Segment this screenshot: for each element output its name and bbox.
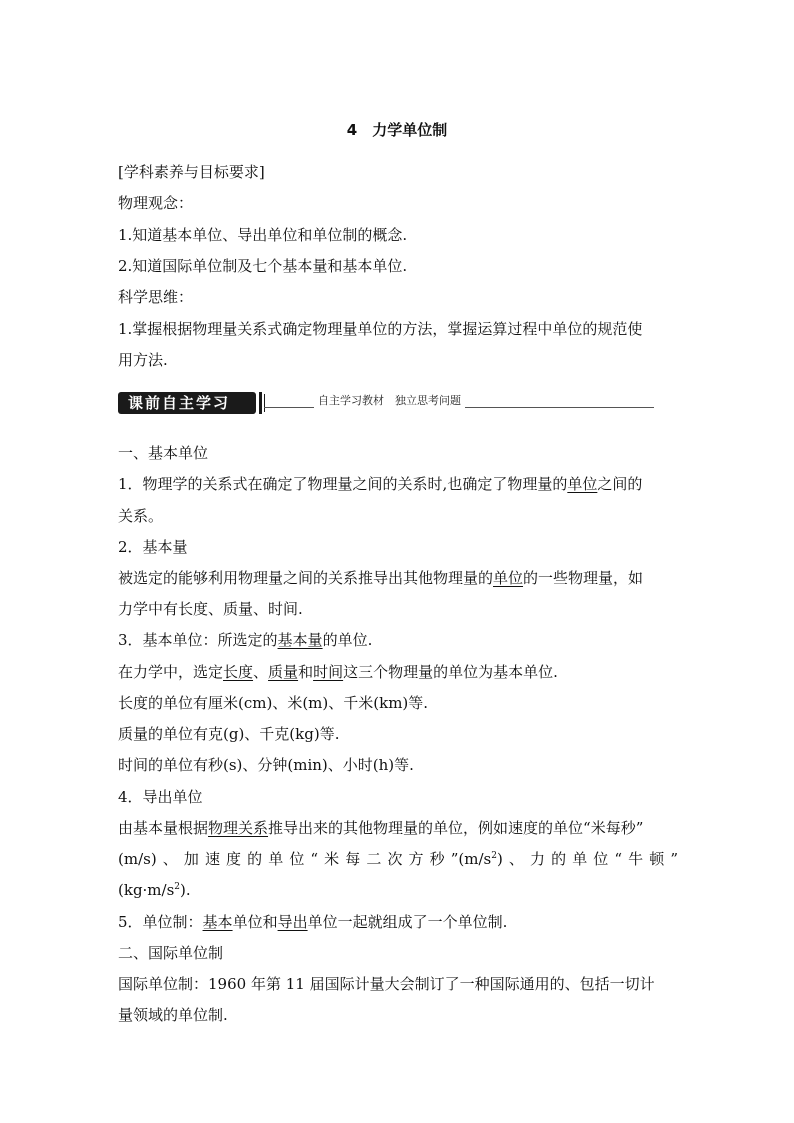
paragraph-3-cont — [118, 662, 558, 682]
text: 的单位. — [322, 631, 373, 649]
superscript: 2 — [174, 882, 181, 892]
text: ). — [180, 881, 191, 899]
section-banner — [118, 392, 654, 416]
underlined-term: 单位 — [493, 569, 524, 587]
length-units: 长度的单位有厘米(cm)、米(m)、千米(km)等. — [118, 694, 429, 712]
thinking-label: 科学思维： — [118, 288, 194, 306]
underlined-term: 长度 — [223, 663, 254, 681]
text: 之间的 — [597, 475, 643, 493]
paragraph-4-line3 — [118, 880, 191, 900]
thinking-item-line1: 1.掌握根据物理量关系式确定物理量单位的方法，掌握运算过程中单位的规范使 — [118, 320, 643, 338]
banner-bar-thin — [264, 394, 265, 412]
paragraph-2 — [118, 568, 643, 588]
text: 和 — [298, 663, 314, 681]
text: 1．物理学的关系式在确定了物理量之间的关系时,也确定了物理量的 — [118, 475, 568, 493]
text: (kg·m/s — [118, 881, 175, 899]
concept-item-2: 2.知道国际单位制及七个基本量和基本单位. — [118, 257, 408, 275]
concept-label: 物理观念： — [118, 194, 194, 212]
text: 、 — [253, 663, 269, 681]
basic-quantity-heading: 2．基本量 — [118, 538, 188, 556]
text: 这三个物理量的单位为基本单位. — [343, 663, 558, 681]
text: 推导出来的其他物理量的单位，例如速度的单位“米每秒” — [268, 819, 644, 837]
underlined-term: 导出 — [277, 913, 308, 931]
section-1-heading: 一、基本单位 — [118, 444, 209, 462]
si-paragraph-line2: 量领域的单位制. — [118, 1006, 228, 1024]
text: )、力的单位“牛顿” — [496, 850, 678, 868]
text: 5．单位制： — [118, 913, 203, 931]
text: 的一些物理量，如 — [523, 569, 644, 587]
text: 被选定的能够利用物理量之间的关系推导出其他物理量的 — [118, 569, 494, 587]
banner-subtitle: 自主学习教材 独立思考问题 — [314, 394, 465, 408]
objectives-heading: [学科素养与目标要求] — [118, 163, 265, 181]
underlined-term: 基本 — [202, 913, 233, 931]
si-paragraph-line1: 国际单位制：1960 年第 11 届国际计量大会制订了一种国际通用的、包括一切计 — [118, 975, 655, 993]
banner-bar — [259, 392, 262, 414]
underlined-term: 质量 — [268, 663, 299, 681]
underlined-term: 时间 — [313, 663, 344, 681]
text: 单位和 — [232, 913, 278, 931]
banner-label: 课前自主学习 — [128, 394, 231, 412]
section-2-heading: 二、国际单位制 — [118, 944, 224, 962]
paragraph-4 — [118, 818, 643, 838]
derived-unit-heading: 4．导出单位 — [118, 788, 203, 806]
page-title: 4 力学单位制 — [346, 121, 448, 139]
concept-item-1: 1.知道基本单位、导出单位和单位制的概念. — [118, 226, 408, 244]
text: 单位一起就组成了一个单位制. — [307, 913, 508, 931]
time-units: 时间的单位有秒(s)、分钟(min)、小时(h)等. — [118, 756, 414, 774]
text: 由基本量根据 — [118, 819, 209, 837]
underlined-term: 物理关系 — [208, 819, 269, 837]
paragraph-2-cont: 力学中有长度、质量、时间. — [118, 600, 303, 618]
paragraph-1-cont: 关系。 — [118, 507, 164, 525]
superscript: 2 — [491, 851, 497, 861]
thinking-item-line2: 用方法. — [118, 351, 168, 369]
text: 在力学中，选定 — [118, 663, 224, 681]
text: (m/s)、加速度的单位“米每二次方秒”(m/s — [118, 850, 492, 868]
paragraph-3 — [118, 630, 372, 650]
paragraph-4-line2 — [118, 849, 678, 869]
paragraph-1 — [118, 474, 642, 494]
underlined-term: 基本量 — [277, 631, 323, 649]
paragraph-5 — [118, 912, 507, 932]
underlined-term: 单位 — [567, 475, 598, 493]
mass-units: 质量的单位有克(g)、千克(kg)等. — [118, 725, 340, 743]
text: 3．基本单位：所选定的 — [118, 631, 278, 649]
